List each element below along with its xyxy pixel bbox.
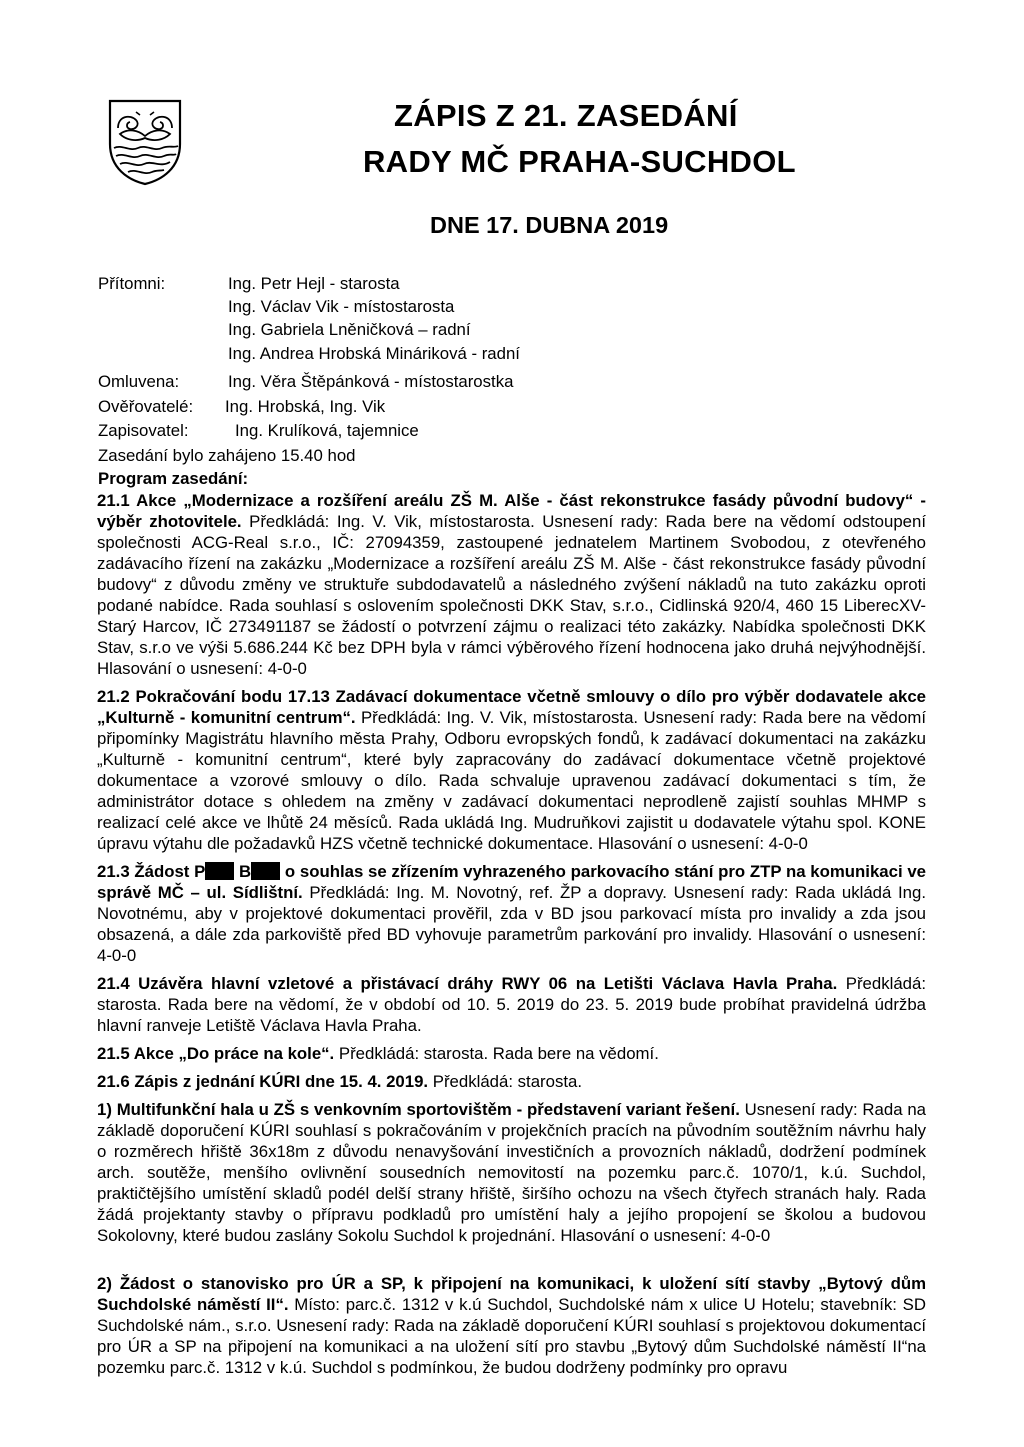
verifiers-label: Ověřovatelé: [98,397,194,416]
agenda-item-text: Předkládá: starosta. [428,1072,583,1091]
meeting-start-time: Zasedání bylo zahájeno 15.40 hod [98,446,356,465]
agenda-item-21-6 [97,1071,926,1092]
agenda-item-heading: 21.3 Žádost P [97,862,206,881]
sub-item-heading: 2) Žádost o stanovisko pro ÚR a SP, k připojení na komunikaci, k uložení sítí stavby „Bytový dům Suchdolské náměstí II“. [97,1274,926,1314]
recorder-label: Zapisovatel: [98,421,189,440]
agenda-item-heading: 21.5 Akce „Do práce na kole“. [97,1044,335,1063]
agenda-item-heading: 21.2 Pokračování bodu 17.13 Zadávací dokumentace včetně smlouvy o dílo pro výběr dodavatele akce „Kulturně - komunitní centrum“. [97,687,926,727]
agenda-item-heading: o souhlas se zřízením vyhrazeného parkovacího stání pro ZTP na komunikaci ve správě MČ – ul. Sídlištní. [97,862,927,902]
redaction-box [205,862,234,880]
sub-item-text: Místo: parc.č. 1312 v k.ú Suchdol, Suchdolské nám x ulice U Hotelu; stavebník: SD Suchdolské nám., s.r.o. Usnesení rady: Rada na základě doporučení KÚRI souhlasí s projektovou dokumentací pro ÚR a SP na připojení na komunikaci a na uložení sítí pro stavbu „Bytový dům Suchdolské náměstí II“na pozemku parc.č. 1312 v k.ú. Suchdol s podmínkou, že budou dodrženy podmínky pro opravu [97,1295,926,1377]
present-member: Ing. Gabriela Lněničková – radní [228,320,471,339]
agenda-item-text: Předkládá: starosta. Rada bere na vědomí. [334,1044,659,1063]
document-body [97,490,926,1378]
agenda-item-heading: 21.6 Zápis z jednání KÚRI dne 15. 4. 2019. [97,1072,429,1091]
municipal-crest-logo [106,98,184,186]
agenda-item-21-3 [97,861,926,966]
redaction-box [251,862,280,880]
program-label: Program zasedání: [98,469,249,488]
present-member: Ing. Václav Vik - místostarosta [228,297,455,316]
excused-member: Ing. Věra Štěpánková - místostarostka [228,372,514,391]
agenda-item-text: Předkládá: Ing. M. Novotný, ref. ŽP a dopravy. Usnesení rady: Rada ukládá Ing. Novotnému, aby v projektové dokumentaci prověřil, zda v BD jsou parkovací místa pro invalidy a zda jsou obsazená, a dále zda parkoviště před BD vyhovuje parametrům parkování pro invalidy. Hlasování o usnesení: 4-0-0 [97,883,926,965]
document-subtitle: RADY MČ PRAHA-SUCHDOL [363,144,796,179]
agenda-item-heading: 21.1 Akce „Modernizace a rozšíření areálu ZŠ M. Alše - část rekonstrukce fasády původní budovy“ - výběr zhotovitele. [97,491,926,531]
present-label: Přítomni: [98,274,166,293]
agenda-item-21-5 [97,1043,926,1064]
agenda-item-21-1 [97,490,926,679]
present-member: Ing. Petr Hejl - starosta [228,274,400,293]
agenda-item-21-4 [97,973,926,1036]
meeting-date: DNE 17. DUBNA 2019 [430,212,669,238]
excused-label: Omluvena: [98,372,180,391]
sub-item-heading: 1) Multifunkční hala u ZŠ s venkovním sportovištěm - představení variant řešení. [97,1100,740,1119]
agenda-item-heading: B [234,862,252,881]
recorder: Ing. Krulíková, tajemnice [235,421,419,440]
sub-item-text: Usnesení rady: Rada na základě doporučení KÚRI souhlasí s pokračováním v projekčních pracích na původním soutěžním návrhu haly o rozměrech hřiště 36x18m z důvodu nenavyšování investičních a provozních nákladů, dodržení podmínek arch. soutěže, menšího ovlivnění sousedních nemovitostí na pozemku parc.č. 1070/1, k.ú. Suchdol, praktičtějšího umístění skladů podél delší strany hřiště, širšího ochozu na všech čtyřech stranách haly. Rada žádá projektanty stavby o přípravu podkladů pro umístění haly a jejího propojení se školou a budovou Sokolovny, které budou zaslány Sokolu Suchdol k projednání. Hlasování o usnesení: 4-0-0 [97,1100,926,1245]
verifiers: Ing. Hrobská, Ing. Vik [225,397,386,416]
agenda-item-heading: 21.4 Uzávěra hlavní vzletové a přistávací dráhy RWY 06 na Letišti Václava Havla Praha. [97,974,838,993]
sub-item-1 [97,1099,926,1246]
document-title: ZÁPIS Z 21. ZASEDÁNÍ [394,98,738,133]
sub-item-2 [97,1273,926,1378]
agenda-item-text: Předkládá: Ing. V. Vik, místostarosta. Usnesení rady: Rada bere na vědomí odstoupení společnosti ACG-Real s.r.o., IČ: 27094359, zastoupené jednatelem Martinem Svobodou, z otevřeného zadávacího řízení na zakázku „Modernizace a rozšíření areálu ZŠ M. Alše - část rekonstrukce fasády původní budovy“ z důvodu změny ve struktuře subdodavatelů a následného zvýšení nákladů na tuto zakázku oproti podané nabídce. Rada souhlasí s oslovením společnosti DKK Stav, s.r.o., Cidlinská 920/4, 460 15 LiberecXV-Starý Harcov, IČ 273491187 se žádostí o potvrzení zájmu o realizaci této zakázky. Nabídka společnosti DKK Stav, s.r.o ve výši 5.686.244 Kč bez DPH byla v rámci výběrového řízení hodnocena jako druhá nejvýhodnější. Hlasování o usnesení: 4-0-0 [97,512,927,678]
agenda-item-text: Předkládá: Ing. V. Vik, místostarosta. Usnesení rady: Rada bere na vědomí připomínky Magistrátu hlavního města Prahy, Odboru evropských fondů, k zadávací dokumentaci na zakázku „Kulturně - komunitní centrum“, které byly zapracovány do zadávací dokumentace včetně projektové dokumentace a vzorové smlouvy o dílo. Rada schvaluje upravenou zadávací dokumentaci s tím, že administrátor dotace s ohledem na změny v zadávací dokumentaci neprodleně zajistí souhlas MHMP s realizací celé akce ve lhůtě 24 měsíců. Rada ukládá Ing. Mudruňkovi zajistit u dodavatele výtahu spol. KONE úpravu výtahu dle požadavků HZS včetně technické dokumentace. Hlasování o usnesení: 4-0-0 [97,708,926,853]
agenda-item-text: Předkládá: starosta. Rada bere na vědomí, že v období od 10. 5. 2019 do 23. 5. 2019 bude probíhat pravidelná údržba hlavní ranveje Letiště Václava Havla Praha. [97,974,926,1035]
present-member: Ing. Andrea Hrobská Mináriková - radní [228,344,520,363]
agenda-item-21-2 [97,686,926,854]
